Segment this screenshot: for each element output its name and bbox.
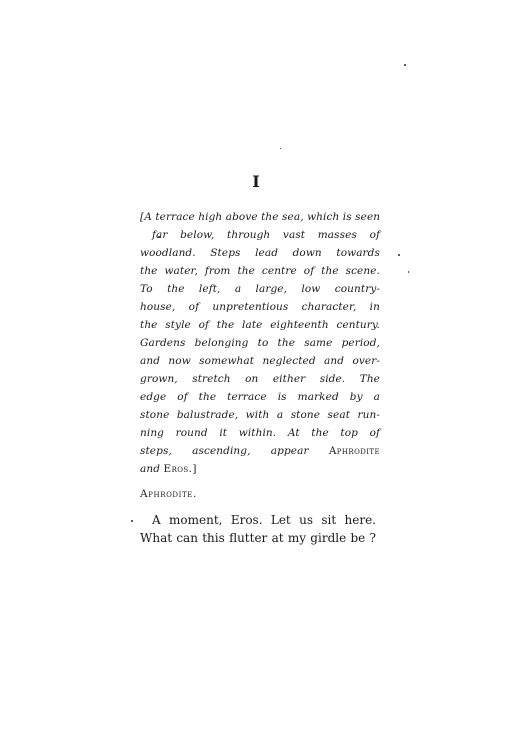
verse-line: A moment, Eros. Let us sit here. [152, 513, 376, 527]
ink-speck [131, 520, 133, 522]
character-name-eros: Eros. [163, 463, 193, 475]
ink-speck [280, 148, 281, 149]
stage-direction-line: ning round it within. At the top of [140, 427, 380, 439]
stage-direction-line: To the left, a large, low country- [140, 283, 380, 295]
character-name-aphrodite: Aphrodite [328, 445, 380, 457]
ink-speck [408, 271, 409, 273]
stage-direction-line: far below, through vast masses of [152, 229, 380, 241]
stage-direction-line: stone balustrade, with a stone seat run- [140, 409, 380, 421]
act-number: I [252, 172, 261, 191]
closing-bracket: ] [192, 463, 197, 475]
ink-speck [398, 254, 400, 256]
stage-direction-line: grown, stretch on either side. The [140, 373, 380, 385]
stage-direction-line-with-name [140, 442, 380, 460]
stage-direction-line: woodland. Steps lead down towards [140, 247, 380, 259]
speaker-name: Aphrodite. [140, 488, 197, 500]
stage-direction-line: the style of the late eighteenth century. [140, 319, 380, 331]
stage-direction-line: the water, from the centre of the scene. [140, 265, 380, 277]
stage-direction-line: and now somewhat neglected and over- [140, 355, 380, 367]
stage-direction-line: [A terrace high above the sea, which is seen [140, 211, 381, 223]
ink-speck [404, 64, 406, 66]
stage-direction-conjunction: and [140, 463, 161, 475]
stage-direction-line: edge of the terrace is marked by a [140, 391, 380, 403]
stage-direction-last-line [140, 460, 380, 478]
stage-direction [140, 208, 380, 478]
stage-direction-line: house, of unpretentious character, in [140, 301, 380, 313]
stage-direction-line: Gardens belonging to the same period, [140, 337, 380, 349]
stage-direction-text: steps, ascending, appear [140, 445, 309, 457]
verse-line: What can this flutter at my girdle be ? [140, 531, 376, 545]
